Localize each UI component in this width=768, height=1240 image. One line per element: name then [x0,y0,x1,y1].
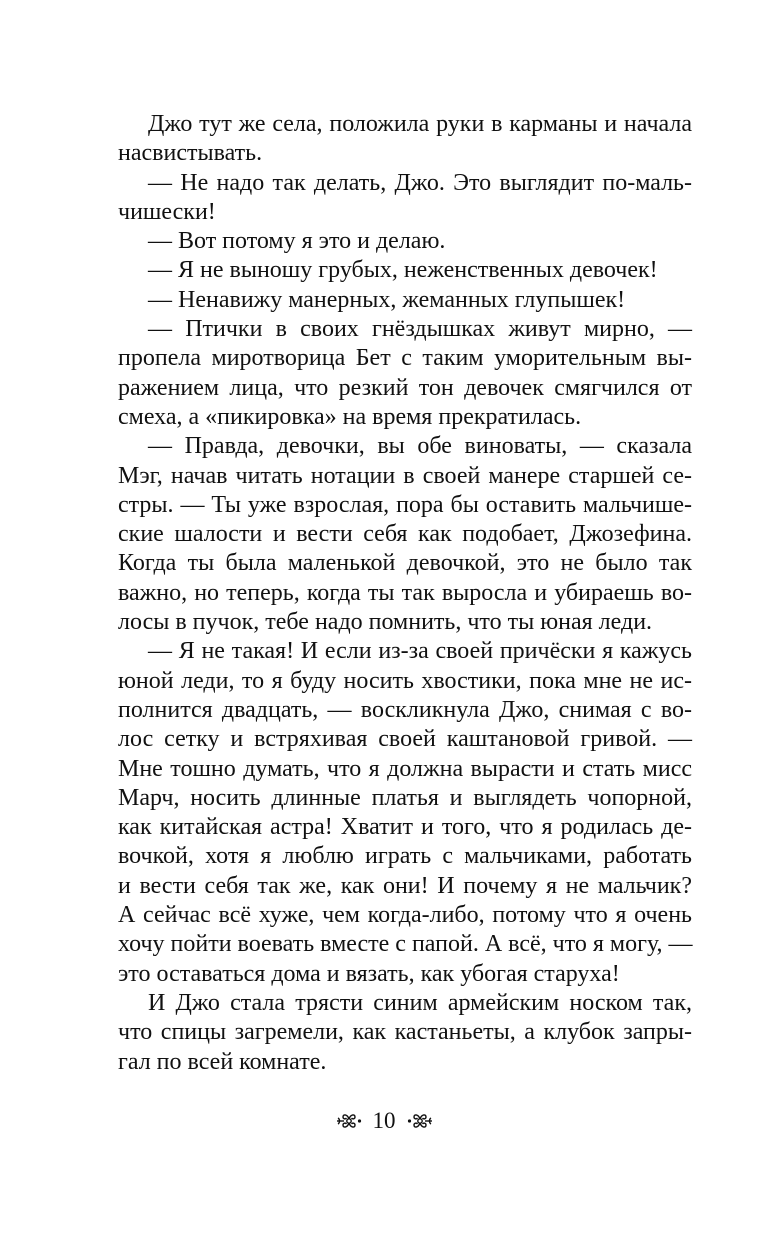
text-line: что спицы загремели, как кастаньеты, а клубок запры- [118,1019,692,1046]
text-line: — Вот потому я это и делаю. [148,228,446,255]
text-line: — Правда, девочки, вы обе виноваты, — сказала [148,433,692,460]
text-line: А сейчас всё хуже, чем когда-либо, потому что я очень [118,902,692,929]
text-line: чишески! [118,198,216,225]
text-line: хочу пойти воевать вместе с папой. А всё, что я могу, — [118,931,693,958]
text-line: — Ненавижу манерных, жеманных глупышек! [148,286,626,313]
text-line: ражением лица, что резкий тон девочек смягчился от [118,374,692,401]
text-line: смеха, а «пикировка» на время прекратилась. [118,403,582,430]
flourish-ornament-right-icon [406,1110,434,1132]
page-number: 10 [372,1108,396,1133]
text-line: — Птички в своих гнёздышках живут мирно, — [148,316,692,343]
text-line: важно, но теперь, когда ты так выросла и убираешь во- [118,579,692,606]
text-line: Когда ты была маленькой девочкой, это не было так [118,550,692,577]
text-line: и вести себя так же, как они! И почему я не мальчик? [118,872,692,899]
text-line: ские шалости и вести себя как подобает, Джозефина. [118,521,692,548]
text-line: — Я не такая! И если из-за своей причёски я кажусь [148,638,692,665]
text-line: это оставаться дома и вязать, как убогая старуха! [118,960,620,987]
book-page-text [118,110,692,1077]
text-line: Мне тошно думать, что я должна вырасти и стать мисс [118,755,692,782]
flourish-ornament-left-icon [335,1110,363,1132]
text-line: Марч, носить длинные платья и выглядеть чопорной, [118,784,692,811]
text-line: вочкой, хотя я люблю играть с мальчиками, работать [118,843,692,870]
text-line: юной леди, то я буду носить хвостики, пока мне не ис- [118,667,692,694]
text-line: И Джо стала трясти синим армейским носком так, [148,989,692,1016]
page-footer [0,1108,768,1134]
text-line: насвистывать. [118,140,263,167]
text-line: — Я не выношу грубых, неженственных девочек! [148,257,658,284]
text-line: стры. — Ты уже взрослая, пора бы оставить мальчише- [118,491,692,518]
text-line: — Не надо так делать, Джо. Это выглядит по-маль- [148,169,692,196]
text-line: лос сетку и встряхивая своей каштановой гривой. — [118,726,692,753]
text-line: полнится двадцать, — воскликнула Джо, снимая с во- [118,696,692,723]
text-line: Мэг, начав читать нотации в своей манере старшей се- [118,462,692,489]
text-line: пропела миротворица Бет с таким уморительным вы- [118,345,692,372]
text-line: гал по всей комнате. [118,1048,327,1075]
text-line: Джо тут же села, положила руки в карманы и начала [148,111,692,137]
text-line: лосы в пучок, тебе надо помнить, что ты юная леди. [118,609,653,636]
text-line: как китайская астра! Хватит и того, что я родилась де- [118,814,692,841]
